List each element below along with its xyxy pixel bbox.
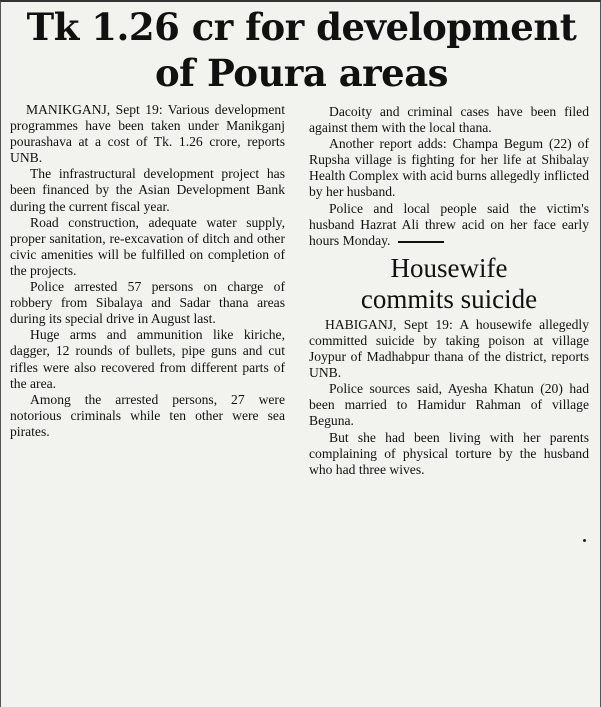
article-paragraph: MANIKGANJ, Sept 19: Various development programmes have been taken under Manikganj pourashava at a cost of Tk. 1.26 crore, reports UNB. [10,102,285,166]
article-paragraph: Police sources said, Ayesha Khatun (20) had been married to Hamidur Rahman of village Beguna. [309,381,589,429]
left-column [10,102,285,440]
article-paragraph: Road construction, adequate water supply, proper sanitation, re-excavation of ditch and other civic amenities will be fulfilled on completion of the projects. [10,214,285,278]
article-paragraph [309,201,589,249]
article-paragraph: Police arrested 57 persons on charge of robbery from Sibalaya and Sadar thana areas during its special drive in August last. [10,279,285,327]
article-paragraph: HABIGANJ, Sept 19: A housewife allegedly committed suicide by taking poison at village Joypur of Madhabpur thana of the district, reports UNB. [309,316,589,381]
subheadline-line-2: commits suicide [360,283,538,314]
right-column [309,104,589,478]
end-rule [398,241,444,243]
article-paragraph: Among the arrested persons, 27 were notorious criminals while ten other were sea pirates. [10,391,285,439]
ink-speck [583,539,586,542]
article-paragraph: The infrastructural development project has been financed by the Asian Development Bank during the current fiscal year. [10,166,285,214]
article-paragraph: Dacoity and criminal cases have been filed against them with the local thana. [309,104,589,136]
article-paragraph: Another report adds: Champa Begum (22) of Rupsha village is fighting for her life at Shibalay Health Complex with acid burns allegedly inflicted by her husband. [309,136,589,200]
headline-line-1: Tk 1.26 cr for development [26,5,577,49]
article-paragraph-text: Police and local people said the victim's husband Hazrat Ali threw acid on her face early hours Monday. [309,200,589,248]
subheadline-line-1: Housewife [390,252,508,283]
article-paragraph: Huge arms and ammunition like kiriche, dagger, 12 rounds of bullets, pipe guns and cut rifles were also recovered from different parts of the area. [10,327,285,391]
subheadline [309,253,589,315]
article-paragraph: But she had been living with her parents complaining of physical torture by the husband who had three wives. [309,429,589,477]
headline [1,2,601,96]
headline-line-2: of Poura areas [154,51,449,95]
